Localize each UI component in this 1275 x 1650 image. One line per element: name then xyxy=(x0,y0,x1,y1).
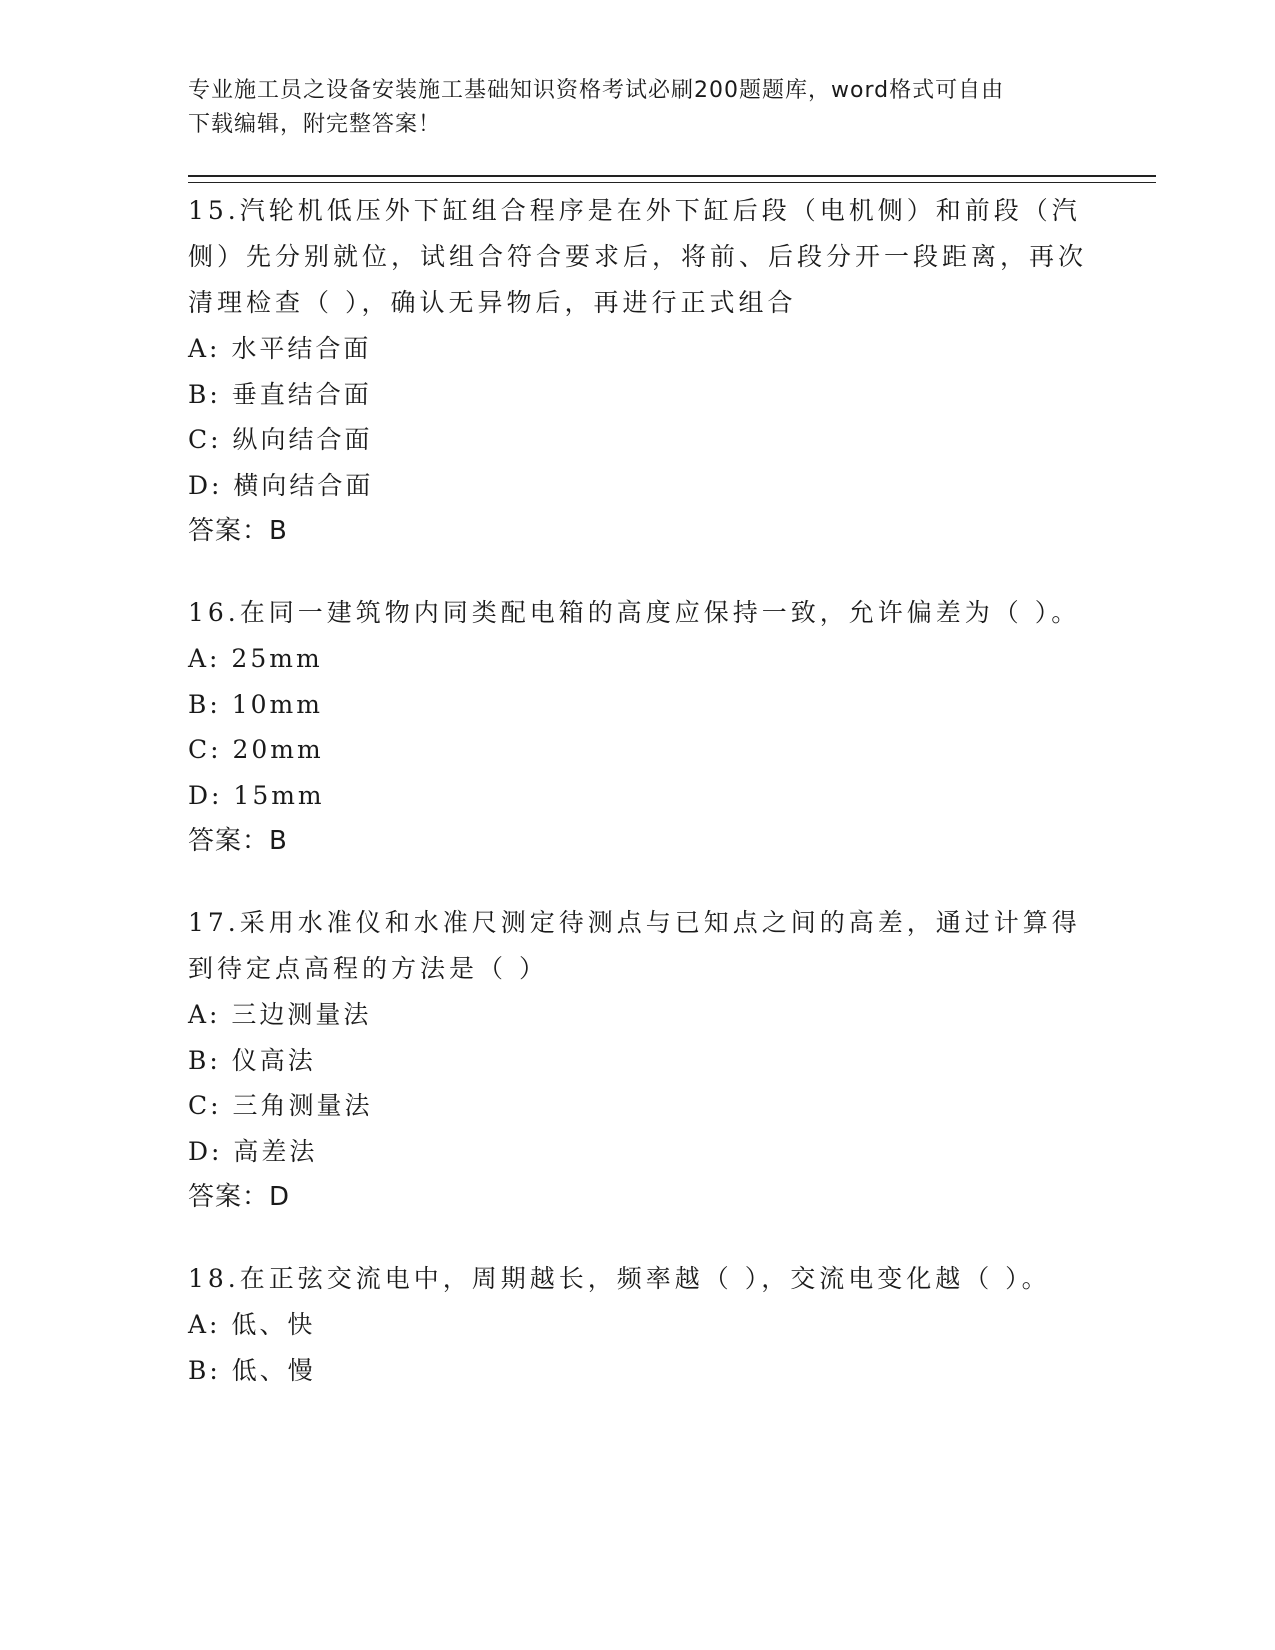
option-b: B: 仪高法 xyxy=(188,1045,316,1075)
question-15 xyxy=(188,188,1088,554)
question-text: 17.采用水准仪和水准尺测定待测点与已知点之间的高差，通过计算得到待定点高程的方法是（ ） xyxy=(188,908,1081,983)
option-a: A: 低、快 xyxy=(188,1310,316,1339)
option-c: C: 三角测量法 xyxy=(188,1091,373,1120)
option-d: D: 高差法 xyxy=(188,1136,318,1166)
option-d: D: 15mm xyxy=(188,780,325,810)
question-text: 15.汽轮机低压外下缸组合程序是在外下缸后段（电机侧）和前段（汽侧）先分别就位，试组合符合要求后，将前、后段分开一段距离，再次清理检查（ ），确认无异物后，再进行正式组合 xyxy=(188,196,1088,317)
document-header xyxy=(188,74,1068,142)
option-d: D: 横向结合面 xyxy=(188,470,374,500)
question-text: 16.在同一建筑物内同类配电箱的高度应保持一致，允许偏差为（ ）。 xyxy=(188,598,1081,627)
answer-label: 答案：B xyxy=(188,826,288,856)
question-18 xyxy=(188,1256,1088,1393)
option-a: A: 三边测量法 xyxy=(188,1000,372,1029)
option-a: A: 25mm xyxy=(188,644,323,673)
question-16 xyxy=(188,590,1088,864)
answer-label: 答案：B xyxy=(188,516,288,546)
option-b: B: 低、慢 xyxy=(188,1355,316,1385)
option-a: A: 水平结合面 xyxy=(188,334,372,363)
header-title-line-1: 专业施工员之设备安装施工基础知识资格考试必刷200题题库，word格式可自由 xyxy=(188,78,1005,103)
answer-label: 答案：D xyxy=(188,1182,291,1212)
question-17 xyxy=(188,900,1088,1220)
option-b: B: 10mm xyxy=(188,689,323,719)
header-divider xyxy=(188,175,1156,183)
option-c: C: 20mm xyxy=(188,735,324,764)
option-b: B: 垂直结合面 xyxy=(188,379,372,409)
header-title-line-2: 下载编辑，附完整答案！ xyxy=(188,112,442,137)
question-text: 18.在正弦交流电中，周期越长，频率越（ ），交流电变化越（ ）。 xyxy=(188,1264,1051,1293)
question-list xyxy=(188,188,1088,1429)
option-c: C: 纵向结合面 xyxy=(188,425,373,454)
